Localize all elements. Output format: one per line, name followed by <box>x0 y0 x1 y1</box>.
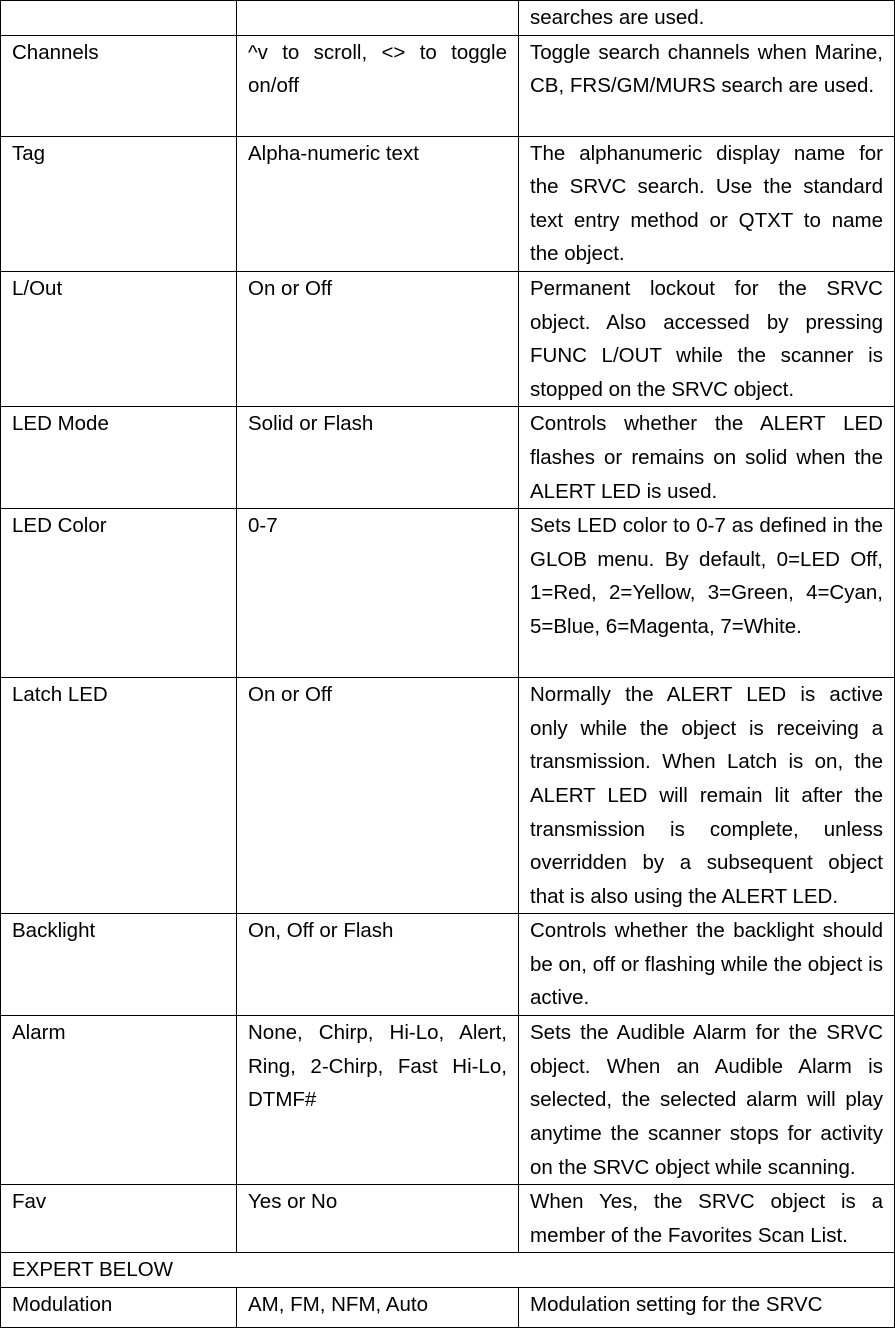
section-header: EXPERT BELOW <box>1 1253 895 1288</box>
setting-name: Fav <box>1 1185 237 1253</box>
setting-values: On or Off <box>237 678 519 914</box>
setting-values: 0-7 <box>237 509 519 678</box>
table-row <box>1 1288 895 1328</box>
setting-description: Normally the ALERT LED is active only while the object is receiving a transmission. When Latch is on, the ALERT LED will remain lit after the transmission is complete, unless overridden by a subsequent object that is also using the ALERT LED. <box>519 678 895 914</box>
setting-description: Toggle search channels when Marine, CB, FRS/GM/MURS search are used. <box>519 35 895 136</box>
setting-description: When Yes, the SRVC object is a member of the Favorites Scan List. <box>519 1185 895 1253</box>
setting-name: L/Out <box>1 271 237 406</box>
table-row <box>1 678 895 914</box>
setting-description: Permanent lockout for the SRVC object. Also accessed by pressing FUNC L/OUT while the scanner is stopped on the SRVC object. <box>519 271 895 406</box>
setting-description: Sets the Audible Alarm for the SRVC object. When an Audible Alarm is selected, the selected alarm will play anytime the scanner stops for activity on the SRVC object while scanning. <box>519 1016 895 1185</box>
table-row <box>1 35 895 136</box>
setting-description: Sets LED color to 0-7 as defined in the GLOB menu. By default, 0=LED Off, 1=Red, 2=Yellow, 3=Green, 4=Cyan, 5=Blue, 6=Magenta, 7=White. <box>519 509 895 678</box>
table-row <box>1 136 895 271</box>
setting-name: Channels <box>1 35 237 136</box>
table-row <box>1 271 895 406</box>
setting-description: Modulation setting for the SRVC <box>519 1288 895 1328</box>
setting-name <box>1 1 237 36</box>
setting-values: None, Chirp, Hi-Lo, Alert, Ring, 2-Chirp, Fast Hi-Lo, DTMF# <box>237 1016 519 1185</box>
setting-name: Backlight <box>1 914 237 1016</box>
table-row <box>1 407 895 509</box>
table-row <box>1 509 895 678</box>
setting-values: Solid or Flash <box>237 407 519 509</box>
table-row <box>1 1 895 36</box>
setting-name: Latch LED <box>1 678 237 914</box>
setting-name: LED Mode <box>1 407 237 509</box>
section-header-row <box>1 1253 895 1288</box>
table-row <box>1 914 895 1016</box>
setting-name: Tag <box>1 136 237 271</box>
setting-description: Controls whether the ALERT LED flashes or remains on solid when the ALERT LED is used. <box>519 407 895 509</box>
setting-name: LED Color <box>1 509 237 678</box>
setting-values: Alpha-numeric text <box>237 136 519 271</box>
setting-name: Modulation <box>1 1288 237 1328</box>
setting-values: On or Off <box>237 271 519 406</box>
setting-description: Controls whether the backlight should be on, off or flashing while the object is active. <box>519 914 895 1016</box>
setting-values: ^v to scroll, <> to toggle on/off <box>237 35 519 136</box>
setting-values: On, Off or Flash <box>237 914 519 1016</box>
setting-description: searches are used. <box>519 1 895 36</box>
setting-values: Yes or No <box>237 1185 519 1253</box>
setting-name: Alarm <box>1 1016 237 1185</box>
setting-description: The alphanumeric display name for the SRVC search. Use the standard text entry method or QTXT to name the object. <box>519 136 895 271</box>
setting-values: AM, FM, NFM, Auto <box>237 1288 519 1328</box>
table-row <box>1 1016 895 1185</box>
table-row <box>1 1185 895 1253</box>
setting-values <box>237 1 519 36</box>
